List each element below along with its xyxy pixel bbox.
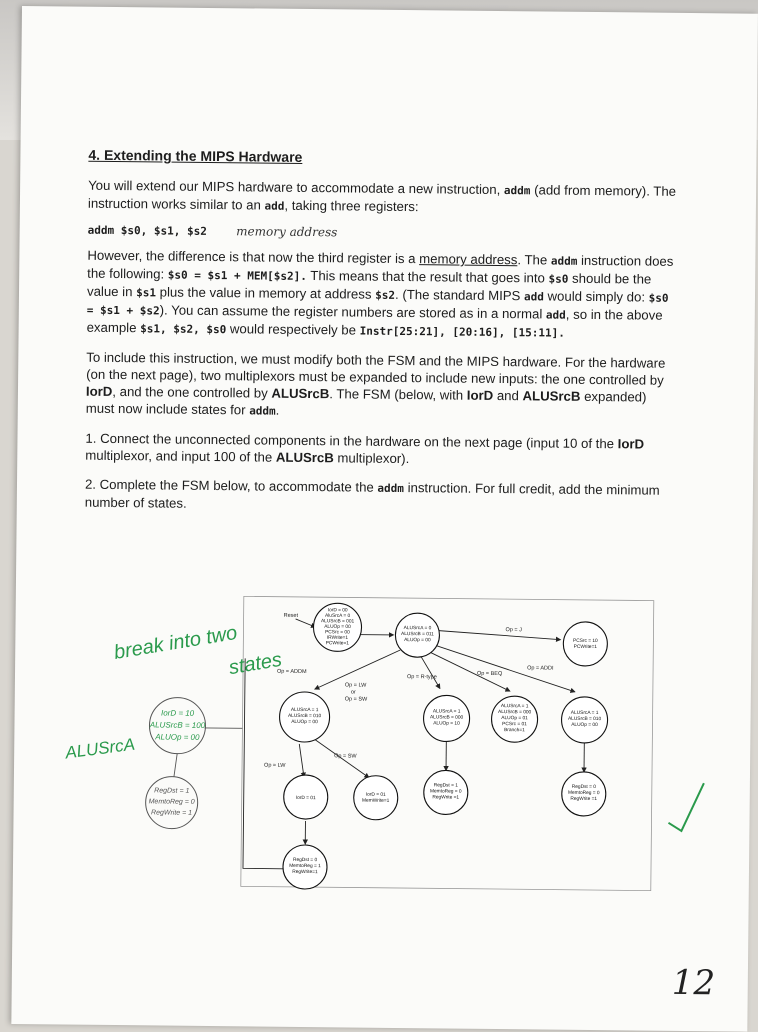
s7-line-2: MemtoReg = 0 [430, 788, 462, 794]
label-op-lw-or: Op = LW [345, 682, 367, 688]
instruction-example: addm $s0, $s1, $s2 [88, 224, 207, 238]
label-op-sw-or: Op = SW [345, 696, 368, 702]
s0-line-1: IorD = 00 [328, 607, 348, 613]
handwritten-connector-2 [174, 754, 177, 777]
section-title: 4. Extending the MIPS Hardware [88, 147, 678, 169]
label-op-addi: Op = ADDI [527, 665, 554, 671]
label-op-j: Op = J [505, 627, 522, 633]
s7-line-1: RegDst = 1 [434, 782, 459, 788]
label-op-beq: Op = BEQ [477, 671, 503, 677]
label-op-rtype: Op = R-type [407, 674, 437, 680]
s4-line-3: RegWrite=1 [292, 869, 318, 875]
edge-s1-s6 [420, 655, 440, 688]
s0-line-5: PCSrc = 00 [325, 629, 350, 635]
handwritten-alusrca: ALUSrcA [63, 735, 136, 763]
s6-line-1: ALUSrcA = 1 [433, 708, 461, 714]
s0-line-7: PCWrite=1 [326, 640, 350, 646]
new-state-2-line-3: RegWrite = 1 [151, 809, 192, 816]
new-state-1-line-2: ALUSrcB = 100 [149, 720, 206, 730]
s8-line-5: Branch=1 [504, 727, 525, 733]
s8-line-4: PCSrc = 01 [502, 721, 527, 727]
s11-line-1: PCSrc = 10 [573, 638, 598, 644]
s4-line-2: MemtoReg = 1 [289, 863, 321, 869]
s6-line-2: ALUSrcB = 000 [430, 714, 464, 720]
grading-check-mark [668, 783, 704, 831]
s2-line-1: ALUSrcA = 1 [291, 707, 319, 713]
s8-line-1: ALUSrcA = 1 [501, 703, 529, 709]
intro-paragraph: You will extend our MIPS hardware to accommodate a new instruction, addm (add from memory). The instruction works similar to an add, taking three registers: [88, 177, 678, 219]
task-item-2: 2. Complete the FSM below, to accommodate the addm instruction. For full credit, add the minimum number of states. [85, 476, 675, 517]
edge-s1-s11 [435, 630, 560, 639]
s11-line-2: PCWrite=1 [574, 644, 598, 650]
s8-line-2: ALUSrcB = 000 [498, 709, 532, 715]
s8-line-3: ALUOp = 01 [501, 715, 528, 721]
edge-reset [296, 619, 316, 627]
new-state-2-line-2: MemtoReg = 0 [149, 798, 195, 805]
s2-line-2: ALUSrcB = 010 [288, 713, 322, 719]
task-item-1: 1. Connect the unconnected components in the hardware on the next page (input 10 of the IorD multiplexor, and input 100 of the ALUSrcB multiplexor). [85, 430, 675, 470]
s10-line-3: RegWrite =1 [570, 796, 597, 802]
s10-line-1: RegDst = 0 [572, 784, 597, 790]
s9-line-2: ALUSrcB = 010 [568, 716, 602, 722]
label-or: or [351, 689, 356, 695]
s9-line-3: ALUOp = 00 [571, 722, 598, 728]
s4-line-1: RegDst = 0 [293, 857, 318, 863]
new-state-1-line-3: ALUOp = 00 [154, 732, 200, 741]
s0-line-3: ALUSrcB = 001 [321, 618, 355, 624]
label-op-addm: Op = ADDM [277, 669, 307, 675]
s0-line-2: AluSrcA = 0 [325, 613, 351, 619]
s0-line-4: ALUOp = 00 [324, 624, 351, 630]
s5-line-2: MemWrite=1 [362, 798, 390, 804]
handwritten-states: states [227, 649, 283, 679]
s1-line-1: ALUSrcA = 0 [404, 625, 432, 631]
hardware-modification-paragraph: To include this instruction, we must modify both the FSM and the MIPS hardware. For the hardware (on the next page), two multiplexors must be expanded to include new inputs: the one controlled by IorD, and the one controlled by ALUSrcB. The FSM (below, with IorD and ALUSrcB expanded) must now include states for addm. [86, 349, 677, 424]
label-op-sw: Op = SW [334, 753, 357, 759]
s2-line-3: ALUOp = 00 [291, 719, 318, 725]
new-state-1-line-1: IorD = 10 [161, 708, 195, 717]
s1-line-2: ALUSrcB = 011 [401, 631, 434, 637]
s0-line-6: IRWrite=1 [327, 635, 349, 641]
edge-s2-s3 [299, 744, 304, 777]
fsm-diagram [13, 586, 752, 904]
s1-line-3: ALUOp = 00 [404, 637, 431, 643]
instruction-example-line [88, 223, 678, 243]
page-content [85, 147, 679, 529]
s10-line-2: MemtoReg = 0 [568, 790, 600, 796]
s5-line-1: IorD = 01 [366, 792, 386, 798]
edge-s1-s9 [435, 645, 575, 691]
handwritten-page-number: 12 [672, 963, 716, 1003]
label-op-lw: Op = LW [264, 763, 286, 769]
s9-line-1: ALUSrcA = 1 [571, 710, 599, 716]
addm-description-paragraph: However, the difference is that now the third register is a memory address. The addm instruction does the following: $s0 = $s1 + MEM[$s2]. This means that the result that goes into $s0 should be the value in $s1 plus the value in memory at address $s2. (The standard MIPS add would simply do: $s0 = $s1 + $s2). You can assume the register numbers are stored as in a normal add, so in the above example $s1, $s2, $s0 would respectively be Instr[25:21], [20:16], [15:11]. [87, 247, 678, 343]
s6-line-3: ALUOp = 10 [433, 720, 460, 726]
s3-line-1: IorD = 01 [296, 795, 316, 801]
worksheet-page [11, 6, 758, 1032]
s7-line-3: RegWrite =1 [432, 794, 459, 800]
label-reset: Reset [284, 613, 299, 619]
handwritten-memory-address-note: memory address [236, 224, 337, 239]
new-state-2-line-1: RegDst = 1 [154, 787, 189, 794]
handwritten-break-into-two: break into two [112, 622, 238, 664]
